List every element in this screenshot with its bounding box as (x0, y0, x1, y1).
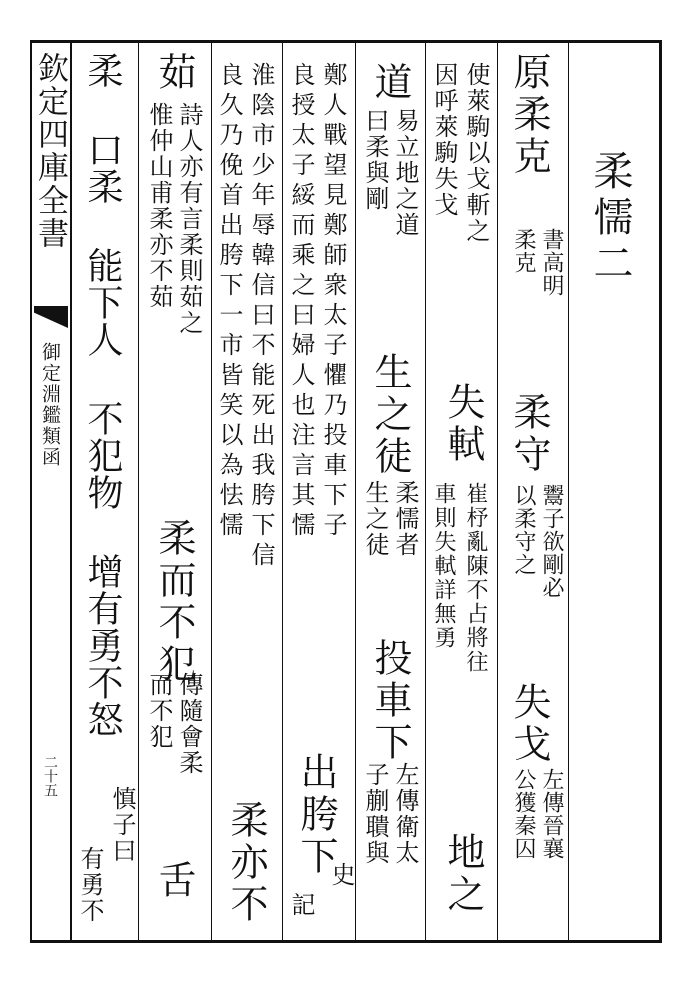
column-divider (211, 40, 212, 943)
entry-headword: 道 (368, 62, 412, 104)
entry-note: 崔杼亂陳不占將往 (463, 482, 488, 674)
entry-note: 左傳晉襄 (539, 768, 564, 860)
column-divider (425, 40, 426, 943)
entry-note: 易立地之道 (391, 108, 419, 238)
entry-headword: 原柔克 (507, 52, 551, 178)
entry-note: 曰柔與剛 (361, 108, 389, 212)
entry-note: 惟仲山甫柔亦不茹 (145, 102, 173, 310)
entry-note: 史 (327, 862, 355, 888)
entry-headword: 柔守 (507, 392, 551, 476)
section-title: 柔懦二 (587, 150, 633, 288)
column-3 (357, 52, 425, 932)
column-7 (72, 52, 138, 932)
entry-note: 公獲秦囚 (511, 768, 536, 860)
fishtail-mark (34, 306, 68, 328)
entry-headword: 柔亦不 (224, 800, 268, 926)
entry-headword: 柔而不犯 (152, 518, 196, 686)
entry-note: 鄭人戰望見鄭師衆太子懼乃投車下子 (319, 62, 347, 542)
entry-note: 因呼萊駒失戈 (430, 62, 458, 218)
entry-note: 慎子曰 (108, 786, 136, 864)
column-divider (282, 40, 283, 943)
column-1 (500, 52, 568, 932)
column-2 (428, 52, 496, 932)
entry-headword: 生之徒 (368, 352, 412, 478)
entry-note: 子蒯聵與 (361, 762, 389, 866)
entry-note: 淮陰市少年辱韓信曰不能死出我胯下信 (247, 62, 275, 572)
entry-note: 以柔守之 (511, 484, 536, 576)
entry-note: 左傳衛太 (391, 762, 419, 866)
entry-note: 柔懦者 (391, 480, 419, 558)
entry-note: 鬻子欲剛必 (539, 484, 564, 599)
entry-note: 有勇不 (76, 846, 104, 924)
column-5 (213, 52, 281, 932)
entry-note: 傳隨會柔 (175, 672, 203, 776)
volume-title: 御定淵鑑類函 (39, 342, 61, 468)
column-divider (138, 40, 139, 943)
entry-note: 生之徒 (361, 480, 389, 558)
entry-note: 書高明 (539, 228, 564, 297)
entry-note: 使萊駒以戈斬之 (462, 62, 490, 244)
entry-headword: 地之 (441, 832, 485, 916)
column-divider (355, 40, 356, 943)
entry-note: 柔克 (511, 228, 536, 274)
entry-note: 詩人亦有言柔則茹之 (175, 102, 203, 336)
entry-headword: 出胯下 (294, 752, 338, 878)
entry-note: 良久乃俛首出胯下一市皆笑以為怯懦 (215, 62, 243, 542)
entry-headword: 茹 (152, 52, 196, 94)
entry-headword: 投車下 (368, 638, 412, 764)
entry-note: 車則失軾詳無勇 (431, 482, 456, 650)
entry-note: 良授太子綏而乘之曰婦人也注言其懦 (287, 62, 315, 542)
column-divider (568, 40, 569, 943)
entry-note: 而不犯 (145, 672, 173, 750)
entry-note: 記 (287, 892, 315, 918)
column-6 (141, 52, 209, 932)
entry-headword: 失軾 (441, 382, 485, 466)
entry-headword: 失戈 (507, 682, 551, 766)
page-number: 二十五 (42, 755, 58, 797)
right-border (659, 40, 662, 943)
column-4 (285, 52, 353, 932)
book-title: 欽定四庫全書 (32, 52, 68, 250)
entry-headword: 舌 (152, 860, 196, 902)
column-divider (497, 40, 498, 943)
entry-headword: 柔 口柔 能下人 不犯物 增有勇不怒 (82, 52, 123, 738)
